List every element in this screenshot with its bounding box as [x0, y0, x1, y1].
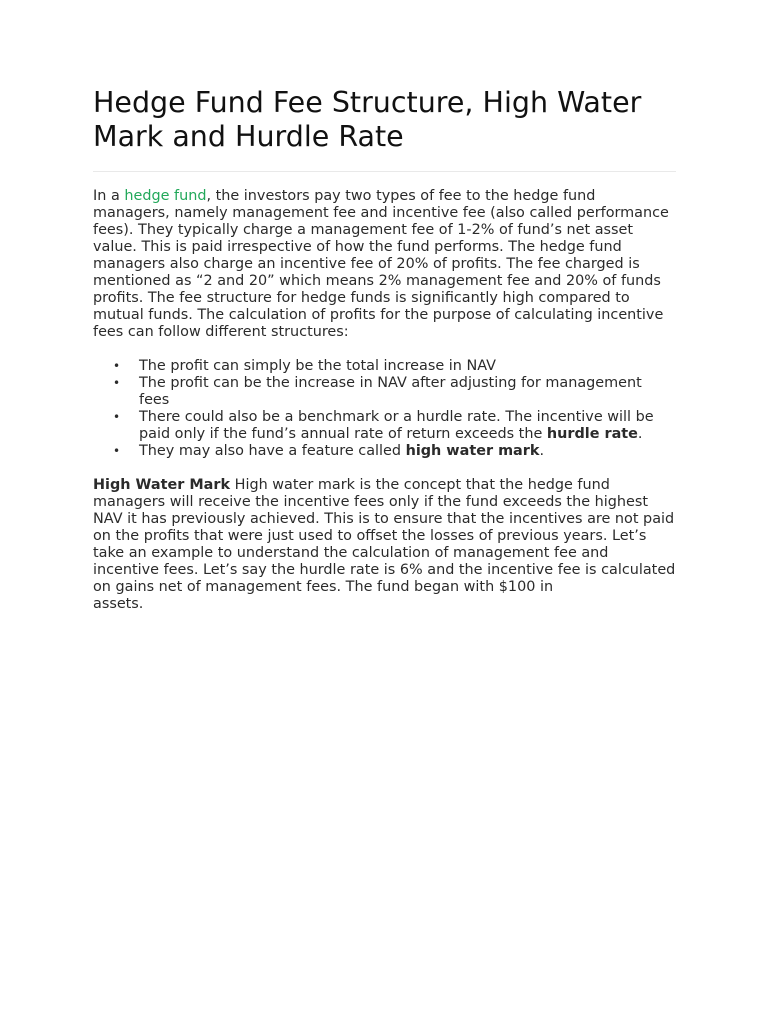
- bullet-icon: •: [113, 410, 121, 424]
- list-item-text: The profit can simply be the total increase in NAV: [139, 358, 497, 374]
- document-page: [93, 86, 676, 613]
- page-title: Hedge Fund Fee Structure, High Water Mark and Hurdle Rate: [93, 86, 642, 153]
- high-water-mark-term: high water mark: [405, 443, 540, 459]
- list-item: [93, 358, 676, 375]
- bullet-icon: •: [113, 376, 121, 390]
- high-water-mark-paragraph: [93, 477, 676, 613]
- section-heading: High Water Mark: [93, 477, 231, 493]
- title-divider: [93, 171, 676, 172]
- list-item-text: There could also be a benchmark or a hurdle rate. The incentive will be paid only if the fund’s annual rate of return exceeds the: [139, 409, 654, 442]
- list-item: [93, 375, 676, 409]
- list-item-text: The profit can be the increase in NAV after adjusting for management fees: [139, 375, 642, 408]
- intro-paragraph: [93, 188, 676, 341]
- list-item: [93, 443, 676, 460]
- section-body-tail: assets.: [93, 596, 144, 612]
- list-item-text: They may also have a feature called: [139, 443, 406, 459]
- profit-structures-list: [93, 358, 676, 460]
- hedge-fund-link[interactable]: hedge fund: [124, 188, 207, 204]
- section-body: High water mark is the concept that the hedge fund managers will receive the incentive fees only if the fund exceeds the highest NAV it has previously achieved. This is to ensure that the incentives are not paid on the profits that were just used to offset the losses of previous years. Let’s take an example to understand the calculation of management fee and incentive fees. Let’s say the hurdle rate is 6% and the incentive fee is calculated on gains net of management fees. The fund began with $100 in: [93, 477, 676, 595]
- bullet-icon: •: [113, 444, 121, 458]
- intro-text-start: In a: [93, 188, 125, 204]
- list-item-end: .: [637, 426, 643, 442]
- hurdle-rate-term: hurdle rate: [546, 426, 638, 442]
- list-item: [93, 409, 676, 443]
- list-item-end: .: [539, 443, 545, 459]
- intro-text-rest: , the investors pay two types of fee to the hedge fund managers, namely management fee and incentive fee (also called performance fees). They typically charge a management fee of 1-2% of fund’s net asset value. This is paid irrespective of how the fund performs. The hedge fund managers also charge an incentive fee of 20% of profits. The fee charged is mentioned as “2 and 20” which means 2% management fee and 20% of funds profits. The fee structure for hedge funds is significantly high compared to mutual funds. The calculation of profits for the purpose of calculating incentive fees can follow different structures:: [93, 188, 669, 340]
- bullet-icon: •: [113, 359, 121, 373]
